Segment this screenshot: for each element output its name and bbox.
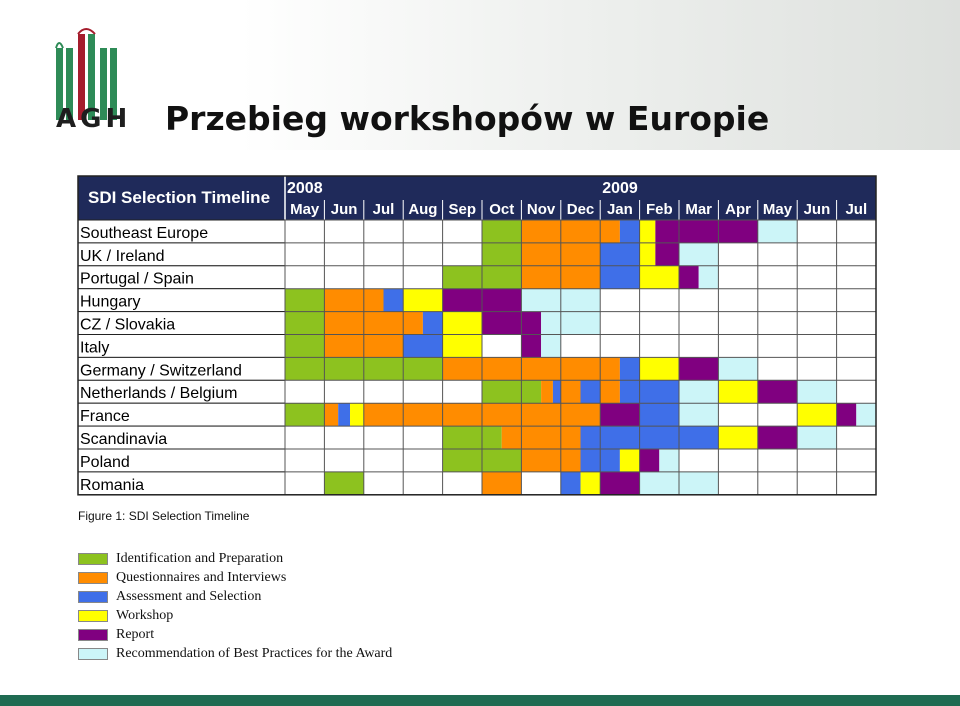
timeline-bar — [640, 357, 679, 380]
month-label: Jan — [606, 201, 633, 218]
legend-label: Identification and Preparation — [116, 550, 284, 566]
legend-swatch — [78, 610, 108, 622]
timeline-bar — [718, 357, 757, 380]
timeline-bar — [600, 243, 639, 266]
legend-swatch — [78, 572, 108, 584]
timeline-bar — [561, 472, 581, 495]
timeline-bar — [482, 380, 541, 403]
timeline-bar — [758, 426, 797, 449]
timeline-bar — [679, 403, 718, 426]
row-label: UK / Ireland — [80, 247, 165, 265]
timeline-bar — [541, 312, 600, 335]
legend-label: Recommendation of Best Practices for the Award — [116, 645, 393, 661]
timeline-bar — [718, 380, 757, 403]
timeline-bar — [581, 380, 601, 403]
footer-bar — [0, 695, 960, 706]
row-label: Romania — [80, 476, 145, 494]
legend-swatch — [78, 591, 108, 603]
timeline-bar — [600, 449, 620, 472]
month-label: Jun — [803, 201, 831, 218]
timeline-bar — [797, 403, 836, 426]
legend-label: Report — [116, 626, 155, 642]
timeline-bar — [561, 380, 581, 403]
figure-caption: Figure 1: SDI Selection Timeline — [78, 509, 250, 523]
timeline-bar — [423, 312, 443, 335]
timeline-bar — [797, 426, 836, 449]
month-label: Nov — [526, 201, 556, 218]
row-label: Italy — [80, 339, 110, 357]
timeline-bar — [521, 449, 580, 472]
timeline-bar — [797, 380, 836, 403]
timeline-bar — [482, 220, 521, 243]
timeline-bar — [350, 403, 364, 426]
timeline-bar — [600, 403, 639, 426]
timeline-bar — [482, 243, 521, 266]
timeline-bar — [600, 472, 639, 495]
legend-item — [78, 625, 392, 644]
timeline-bar — [324, 403, 338, 426]
timeline-bar — [655, 243, 679, 266]
row-label: Portugal / Spain — [80, 270, 194, 288]
timeline-bar — [403, 289, 442, 312]
legend-label: Assessment and Selection — [116, 588, 262, 604]
row-label: Poland — [80, 453, 130, 471]
timeline-bar — [324, 312, 423, 335]
year-label: 2008 — [287, 180, 323, 197]
month-label: Mar — [685, 201, 713, 218]
timeline-bar — [285, 289, 324, 312]
timeline-bar — [679, 243, 718, 266]
timeline-bar — [640, 449, 660, 472]
timeline-bar — [758, 380, 797, 403]
timeline-bar — [581, 449, 601, 472]
row-label: Germany / Switzerland — [80, 362, 242, 380]
month-label: Jul — [372, 201, 395, 218]
timeline-bar — [443, 335, 482, 358]
legend-item — [78, 587, 392, 606]
timeline-bar — [443, 426, 482, 449]
month-label: Jul — [845, 201, 868, 218]
timeline-bar — [640, 243, 656, 266]
timeline-bar — [620, 380, 679, 403]
timeline-bar — [443, 312, 482, 335]
row-label: France — [80, 408, 130, 426]
legend-swatch — [78, 629, 108, 641]
timeline-bar — [521, 312, 541, 335]
timeline-bar — [482, 426, 502, 449]
chart-title: SDI Selection Timeline — [88, 188, 271, 207]
row-label: Netherlands / Belgium — [80, 385, 238, 403]
timeline-bar — [502, 426, 581, 449]
timeline-bar — [620, 220, 640, 243]
month-label: May — [290, 201, 320, 218]
row-label: Scandinavia — [80, 431, 168, 448]
timeline-bar — [482, 472, 521, 495]
year-label: 2009 — [602, 180, 638, 197]
legend-swatch — [78, 553, 108, 565]
month-label: Dec — [566, 201, 595, 218]
timeline-bar — [679, 380, 718, 403]
timeline-bar — [553, 380, 561, 403]
timeline-bar — [541, 380, 553, 403]
timeline-bar — [285, 312, 324, 335]
month-label: Feb — [645, 201, 673, 218]
timeline-bar — [403, 335, 442, 358]
timeline-bar — [581, 426, 601, 449]
timeline-bar — [640, 403, 679, 426]
legend-item — [78, 644, 392, 663]
timeline-bar — [324, 472, 363, 495]
timeline-bar — [384, 289, 404, 312]
timeline-bar — [600, 266, 639, 289]
timeline-bar — [699, 266, 719, 289]
timeline-bar — [718, 426, 757, 449]
slide-title: Przebieg workshopów w Europie — [165, 99, 770, 138]
row-label: Southeast Europe — [80, 224, 209, 242]
timeline-bar — [285, 335, 324, 358]
timeline-bar — [324, 289, 363, 312]
chart-legend — [78, 549, 392, 663]
month-label: Sep — [448, 201, 477, 218]
month-label: Aug — [408, 201, 438, 218]
timeline-bar — [679, 357, 718, 380]
timeline-bar — [837, 403, 857, 426]
timeline-bar — [640, 220, 656, 243]
timeline-bar — [285, 403, 324, 426]
timeline-bar — [443, 357, 620, 380]
month-label: Jun — [330, 201, 358, 218]
timeline-bar — [521, 335, 541, 358]
legend-item — [78, 606, 392, 625]
row-label: CZ / Slovakia — [80, 316, 176, 334]
timeline-bar — [338, 403, 350, 426]
timeline-bar — [600, 426, 718, 449]
timeline-bar — [581, 472, 601, 495]
timeline-bar — [856, 403, 876, 426]
month-label: May — [762, 201, 793, 218]
timeline-bar — [659, 449, 679, 472]
timeline-bar — [600, 220, 620, 243]
timeline-bar — [655, 220, 679, 243]
timeline-bar — [482, 312, 521, 335]
timeline-bar — [640, 266, 679, 289]
month-label: Apr — [725, 201, 752, 218]
timeline-bar — [679, 266, 699, 289]
timeline-bar — [541, 335, 561, 358]
legend-label: Questionnaires and Interviews — [116, 569, 287, 585]
timeline-bar — [364, 289, 384, 312]
row-label: Hungary — [80, 293, 141, 311]
month-label: Oct — [489, 201, 515, 218]
sdi-timeline-chart — [0, 160, 960, 505]
legend-item — [78, 568, 392, 587]
timeline-bar — [758, 220, 797, 243]
legend-item — [78, 549, 392, 568]
timeline-bar — [620, 357, 640, 380]
legend-swatch — [78, 648, 108, 660]
logo-text: AGH — [56, 104, 132, 134]
timeline-bar — [600, 380, 620, 403]
timeline-bar — [620, 449, 640, 472]
legend-label: Workshop — [116, 607, 174, 623]
